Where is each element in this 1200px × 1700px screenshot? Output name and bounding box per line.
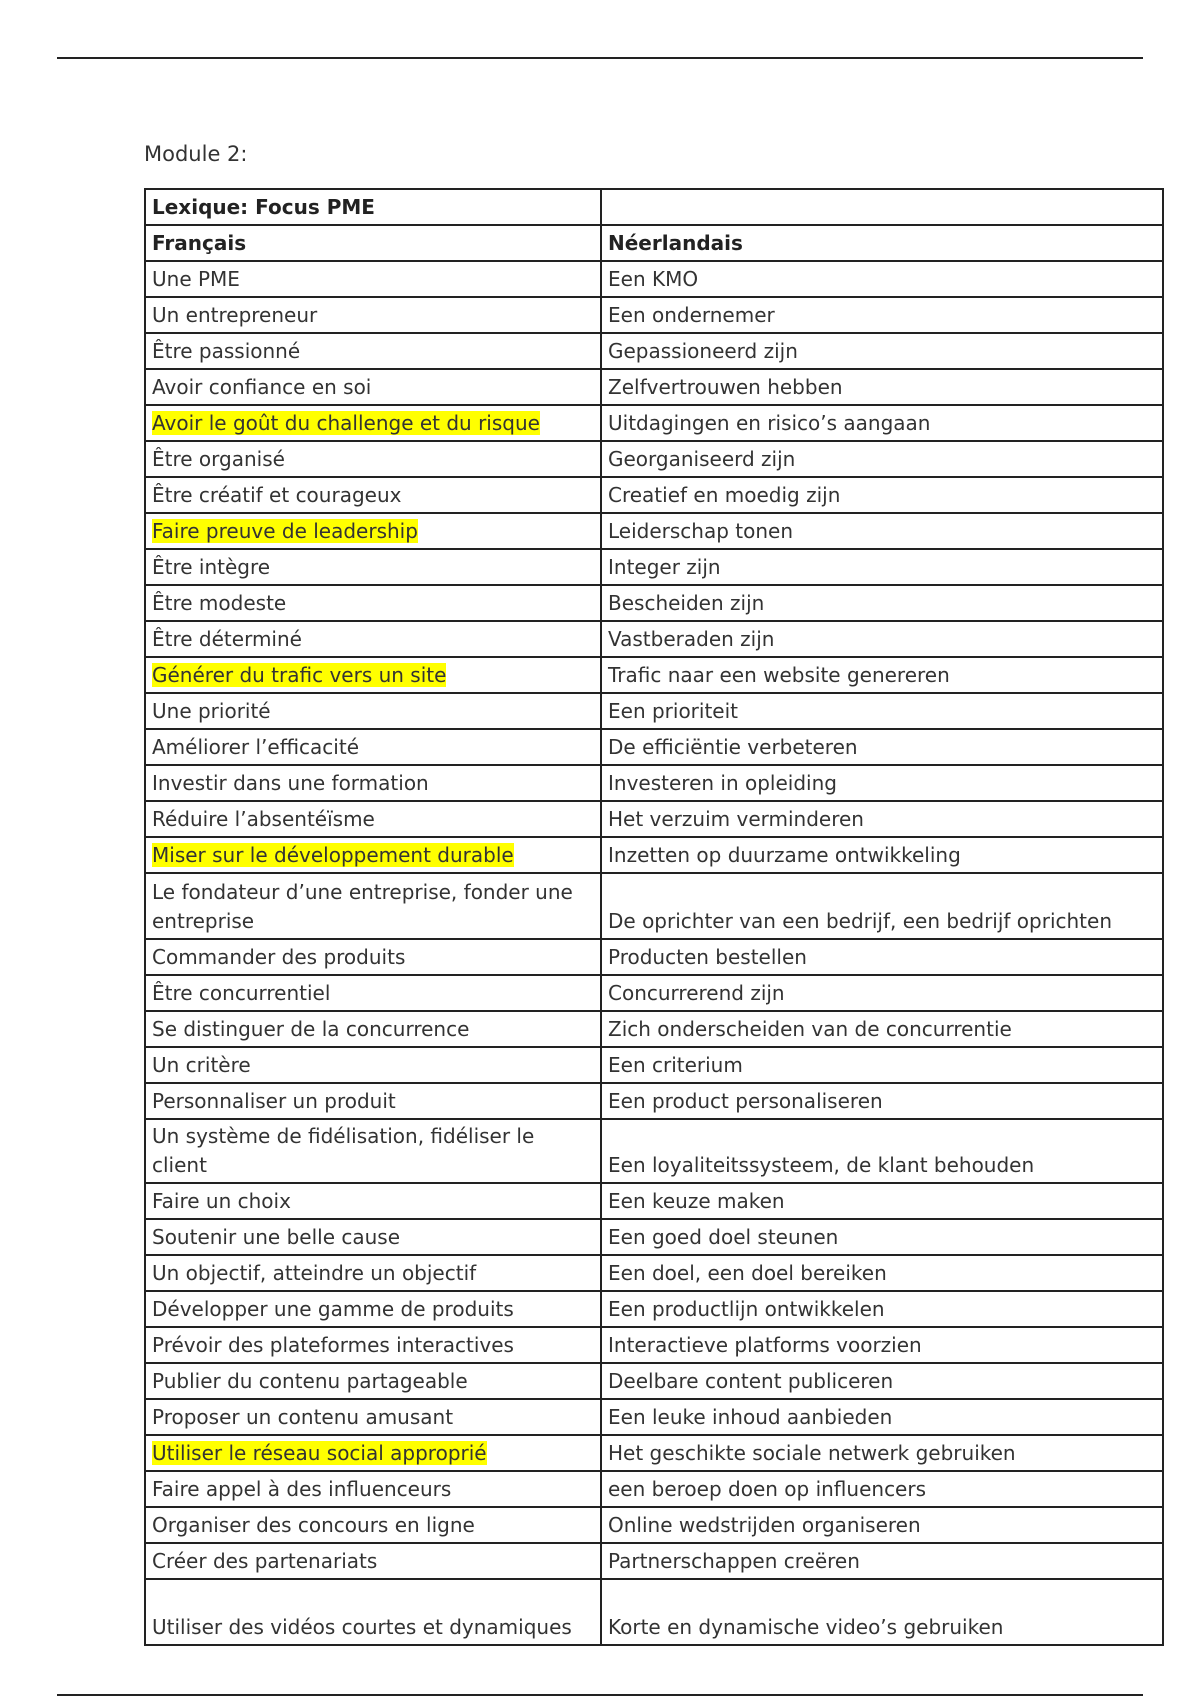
french-term: Être concurrentiel <box>152 981 331 1005</box>
cell-french <box>145 1219 601 1255</box>
table-row <box>145 1399 1163 1435</box>
cell-dutch <box>601 1011 1163 1047</box>
table-row <box>145 765 1163 801</box>
table-caption: Lexique: Focus PME <box>145 189 601 225</box>
table-row <box>145 975 1163 1011</box>
dutch-term: Interactieve platforms voorzien <box>608 1333 922 1357</box>
dutch-term: Leiderschap tonen <box>608 519 794 543</box>
table-row <box>145 873 1163 939</box>
french-term: Être organisé <box>152 447 285 471</box>
dutch-term: De efficiëntie verbeteren <box>608 735 858 759</box>
french-term: Commander des produits <box>152 945 406 969</box>
table-row <box>145 297 1163 333</box>
dutch-term: Partnerschappen creëren <box>608 1549 860 1573</box>
cell-french <box>145 1471 601 1507</box>
dutch-term: Bescheiden zijn <box>608 591 765 615</box>
lexicon-body <box>145 261 1163 1645</box>
cell-dutch <box>601 1471 1163 1507</box>
cell-french <box>145 801 601 837</box>
dutch-term: een beroep doen op influencers <box>608 1477 927 1501</box>
cell-dutch <box>601 873 1163 939</box>
cell-dutch <box>601 513 1163 549</box>
footer-rule <box>57 1694 1143 1696</box>
cell-french <box>145 549 601 585</box>
french-term: Un critère <box>152 1053 251 1077</box>
table-row <box>145 1507 1163 1543</box>
module-title: Module 2: <box>144 142 248 166</box>
cell-french <box>145 1047 601 1083</box>
dutch-term: Concurrerend zijn <box>608 981 785 1005</box>
french-term: Améliorer l’efficacité <box>152 735 359 759</box>
table-row <box>145 261 1163 297</box>
cell-dutch <box>601 1183 1163 1219</box>
table-row <box>145 1083 1163 1119</box>
cell-dutch <box>601 405 1163 441</box>
dutch-term: Trafic naar een website genereren <box>608 663 950 687</box>
table-row <box>145 657 1163 693</box>
cell-french <box>145 513 601 549</box>
table-row <box>145 1183 1163 1219</box>
dutch-term: Een productlijn ontwikkelen <box>608 1297 885 1321</box>
french-term: Une PME <box>152 267 240 291</box>
cell-dutch <box>601 1219 1163 1255</box>
table-row <box>145 441 1163 477</box>
french-term: Être intègre <box>152 555 271 579</box>
cell-dutch <box>601 1047 1163 1083</box>
french-term: Organiser des concours en ligne <box>152 1513 475 1537</box>
cell-french <box>145 1543 601 1579</box>
cell-french <box>145 369 601 405</box>
cell-french <box>145 939 601 975</box>
cell-dutch <box>601 585 1163 621</box>
cell-french <box>145 657 601 693</box>
french-term: Un objectif, atteindre un objectif <box>152 1261 477 1285</box>
dutch-term: Een ondernemer <box>608 303 775 327</box>
french-term: Utiliser le réseau social approprié <box>152 1441 487 1465</box>
dutch-term: Deelbare content publiceren <box>608 1369 894 1393</box>
table-row <box>145 1579 1163 1645</box>
cell-french <box>145 1255 601 1291</box>
cell-dutch <box>601 1435 1163 1471</box>
cell-french <box>145 1291 601 1327</box>
header-rule <box>57 57 1143 59</box>
cell-dutch <box>601 333 1163 369</box>
dutch-term: Zich onderscheiden van de concurrentie <box>608 1017 1012 1041</box>
french-term: Une priorité <box>152 699 271 723</box>
dutch-term: Korte en dynamische video’s gebruiken <box>608 1615 1004 1639</box>
cell-dutch <box>601 801 1163 837</box>
dutch-term: Gepassioneerd zijn <box>608 339 798 363</box>
cell-dutch <box>601 1327 1163 1363</box>
table-row <box>145 939 1163 975</box>
dutch-term: Het verzuim verminderen <box>608 807 864 831</box>
cell-french <box>145 975 601 1011</box>
dutch-term: Een doel, een doel bereiken <box>608 1261 887 1285</box>
cell-dutch <box>601 729 1163 765</box>
cell-french <box>145 585 601 621</box>
french-term: Utiliser des vidéos courtes et dynamiques <box>152 1615 572 1639</box>
dutch-term: Inzetten op duurzame ontwikkeling <box>608 843 961 867</box>
cell-french <box>145 1119 601 1183</box>
french-term: Investir dans une formation <box>152 771 429 795</box>
table-row <box>145 1011 1163 1047</box>
table-row <box>145 801 1163 837</box>
cell-french <box>145 621 601 657</box>
dutch-term: Georganiseerd zijn <box>608 447 796 471</box>
cell-dutch <box>601 1507 1163 1543</box>
table-row <box>145 1435 1163 1471</box>
french-term: Proposer un contenu amusant <box>152 1405 454 1429</box>
french-term: Être modeste <box>152 591 287 615</box>
table-row <box>145 837 1163 873</box>
cell-dutch <box>601 1255 1163 1291</box>
table-row <box>145 333 1163 369</box>
cell-dutch <box>601 369 1163 405</box>
dutch-term: Een goed doel steunen <box>608 1225 839 1249</box>
french-term: Être créatif et courageux <box>152 483 402 507</box>
dutch-term: Uitdagingen en risico’s aangaan <box>608 411 931 435</box>
cell-dutch <box>601 1119 1163 1183</box>
french-term: Personnaliser un produit <box>152 1089 396 1113</box>
cell-french <box>145 765 601 801</box>
french-term: Faire preuve de leadership <box>152 519 418 543</box>
table-row <box>145 1363 1163 1399</box>
french-term: Avoir le goût du challenge et du risque <box>152 411 540 435</box>
cell-french <box>145 837 601 873</box>
dutch-term: Een criterium <box>608 1053 743 1077</box>
cell-french <box>145 1579 601 1645</box>
french-term: Faire appel à des influenceurs <box>152 1477 452 1501</box>
cell-dutch <box>601 1399 1163 1435</box>
table-row <box>145 1471 1163 1507</box>
table-row <box>145 1291 1163 1327</box>
cell-dutch <box>601 261 1163 297</box>
french-term: Un système de fidélisation, fidéliser le client <box>152 1124 535 1177</box>
table-row <box>145 585 1163 621</box>
french-term: Miser sur le développement durable <box>152 843 514 867</box>
cell-dutch <box>601 549 1163 585</box>
dutch-term: Zelfvertrouwen hebben <box>608 375 843 399</box>
french-term: Un entrepreneur <box>152 303 318 327</box>
french-term: Se distinguer de la concurrence <box>152 1017 470 1041</box>
cell-french <box>145 261 601 297</box>
cell-french <box>145 1363 601 1399</box>
cell-french <box>145 477 601 513</box>
table-header-row <box>145 225 1163 261</box>
cell-french <box>145 1183 601 1219</box>
cell-dutch <box>601 621 1163 657</box>
table-row <box>145 621 1163 657</box>
cell-french <box>145 297 601 333</box>
cell-french <box>145 405 601 441</box>
french-term: Réduire l’absentéïsme <box>152 807 375 831</box>
cell-french <box>145 1507 601 1543</box>
cell-dutch <box>601 1543 1163 1579</box>
dutch-term: Een product personaliseren <box>608 1089 883 1113</box>
french-term: Être déterminé <box>152 627 302 651</box>
dutch-term: Creatief en moedig zijn <box>608 483 841 507</box>
cell-french <box>145 1327 601 1363</box>
lexicon-table <box>144 188 1164 1646</box>
dutch-term: Vastberaden zijn <box>608 627 775 651</box>
cell-dutch <box>601 1291 1163 1327</box>
cell-dutch <box>601 441 1163 477</box>
cell-dutch <box>601 693 1163 729</box>
dutch-term: Een prioriteit <box>608 699 739 723</box>
dutch-term: Investeren in opleiding <box>608 771 837 795</box>
french-term: Avoir confiance en soi <box>152 375 372 399</box>
table-row <box>145 1119 1163 1183</box>
header-french: Français <box>145 225 601 261</box>
dutch-term: Een KMO <box>608 267 699 291</box>
header-dutch: Néerlandais <box>601 225 1163 261</box>
french-term: Le fondateur d’une entreprise, fonder une entreprise <box>152 880 573 933</box>
cell-dutch <box>601 1363 1163 1399</box>
cell-french <box>145 1011 601 1047</box>
table-row <box>145 1255 1163 1291</box>
cell-french <box>145 1399 601 1435</box>
dutch-term: De oprichter van een bedrijf, een bedrijf oprichten <box>608 909 1113 933</box>
french-term: Générer du trafic vers un site <box>152 663 447 687</box>
cell-french <box>145 1083 601 1119</box>
french-term: Être passionné <box>152 339 301 363</box>
table-caption-empty <box>601 189 1163 225</box>
cell-dutch <box>601 477 1163 513</box>
table-row <box>145 693 1163 729</box>
table-row <box>145 369 1163 405</box>
table-row <box>145 549 1163 585</box>
table-row <box>145 1219 1163 1255</box>
table-row <box>145 405 1163 441</box>
dutch-term: Integer zijn <box>608 555 721 579</box>
cell-dutch <box>601 837 1163 873</box>
table-row <box>145 477 1163 513</box>
cell-dutch <box>601 297 1163 333</box>
dutch-term: Producten bestellen <box>608 945 807 969</box>
cell-dutch <box>601 975 1163 1011</box>
cell-french <box>145 693 601 729</box>
dutch-term: Een loyaliteitssysteem, de klant behouden <box>608 1153 1035 1177</box>
cell-dutch <box>601 765 1163 801</box>
dutch-term: Een leuke inhoud aanbieden <box>608 1405 893 1429</box>
table-row <box>145 513 1163 549</box>
table-row <box>145 1047 1163 1083</box>
french-term: Prévoir des plateformes interactives <box>152 1333 514 1357</box>
french-term: Soutenir une belle cause <box>152 1225 401 1249</box>
table-row <box>145 729 1163 765</box>
dutch-term: Online wedstrijden organiseren <box>608 1513 921 1537</box>
table-row <box>145 1543 1163 1579</box>
dutch-term: Het geschikte sociale netwerk gebruiken <box>608 1441 1016 1465</box>
cell-dutch <box>601 1579 1163 1645</box>
cell-french <box>145 333 601 369</box>
cell-dutch <box>601 657 1163 693</box>
table-row <box>145 1327 1163 1363</box>
cell-french <box>145 729 601 765</box>
french-term: Publier du contenu partageable <box>152 1369 468 1393</box>
cell-dutch <box>601 939 1163 975</box>
dutch-term: Een keuze maken <box>608 1189 785 1213</box>
cell-french <box>145 873 601 939</box>
french-term: Faire un choix <box>152 1189 291 1213</box>
french-term: Développer une gamme de produits <box>152 1297 514 1321</box>
french-term: Créer des partenariats <box>152 1549 378 1573</box>
table-caption-row <box>145 189 1163 225</box>
cell-french <box>145 1435 601 1471</box>
cell-french <box>145 441 601 477</box>
cell-dutch <box>601 1083 1163 1119</box>
